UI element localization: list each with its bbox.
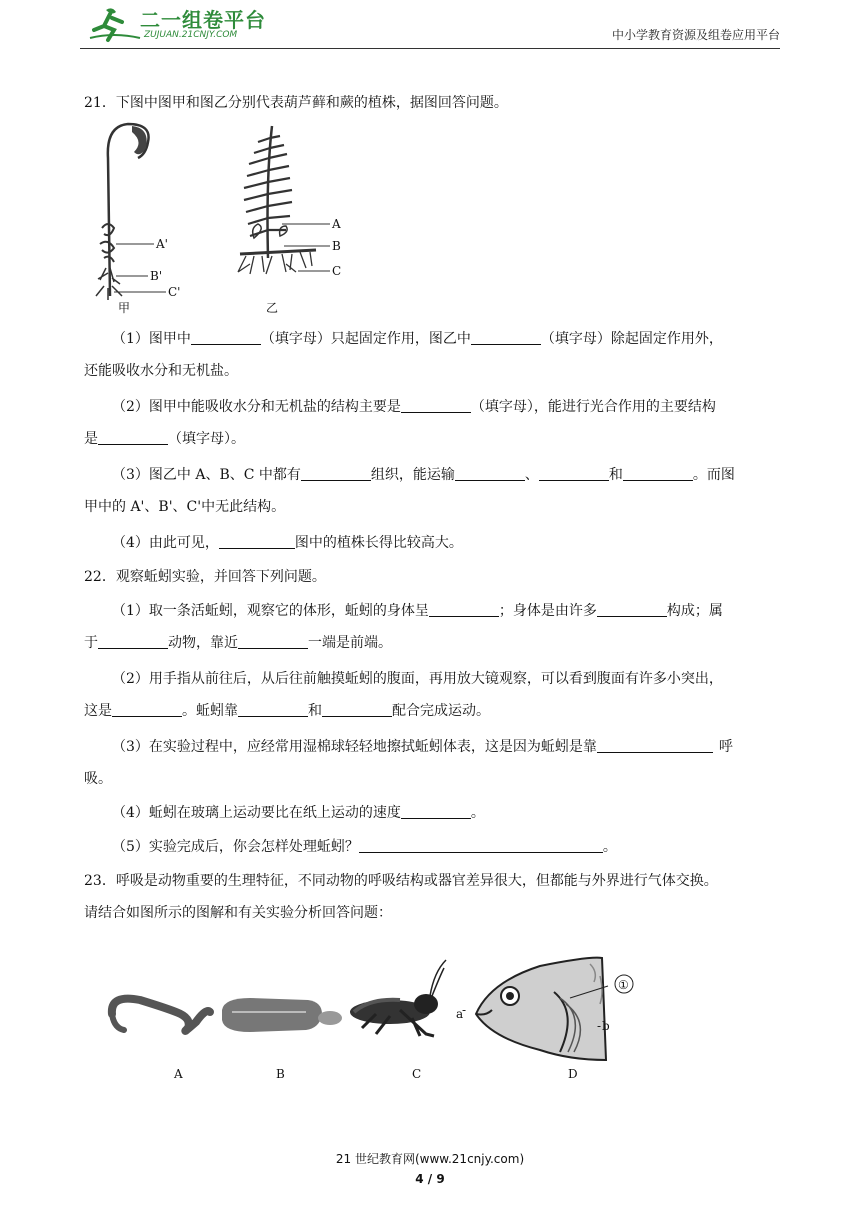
q22-p1-line1: （1）取一条活蚯蚓，观察它的体形，蚯蚓的身体呈 ；身体是由许多 构成；属 [112,603,723,619]
answer-blank[interactable] [429,602,499,617]
q22-p3-line2: 吸。 [84,771,112,787]
q22-stem: 22．观察蚯蚓实验，并回答下列问题。 [84,569,326,585]
answer-blank[interactable] [238,702,308,717]
q21-stem: 21．下图中图甲和图乙分别代表葫芦藓和蕨的植株，据图回答问题。 [84,95,508,111]
fish-label-a-dash: - [462,1003,467,1017]
answer-blank[interactable] [623,466,693,481]
answer-blank[interactable] [238,634,308,649]
q22-p5: （5）实验完成后，你会怎样处理蚯蚓？ 。 [112,839,617,855]
answer-blank[interactable] [112,702,182,717]
moss-caption: 甲 [118,301,131,315]
q22-p3-line1: （3）在实验过程中，应经常用湿棉球轻轻地擦拭蚯蚓体表，这是因为蚯蚓是靠 呼 [112,739,733,755]
q21-p2-line1: （2）图甲中能吸收水分和无机盐的结构主要是 （填字母），能进行光合作用的主要结构 [112,399,716,415]
q22-p1-line2: 于 动物，靠近 一端是前端。 [84,635,392,651]
answer-blank[interactable] [401,398,471,413]
answer-blank[interactable] [597,738,713,753]
fish-label-one: ① [618,978,629,992]
q21-p3-line1: （3）图乙中 A、B、C 中都有 组织，能运输 、 和 。而图 [112,467,735,483]
answer-blank[interactable] [359,838,603,853]
q22-p2-line1: （2）用手指从前往后，从后往前触摸蚯蚓的腹面，再用放大镜观察，可以看到腹面有许多小突出， [112,671,723,687]
footer-site: 21 世纪教育网(www.21cnjy.com) [335,1152,525,1166]
fern-label-c: C [332,264,342,278]
answer-blank[interactable] [471,330,541,345]
page-header [80,0,780,49]
fern-plant-figure [226,118,356,318]
answer-blank[interactable] [219,534,295,549]
header-platform-name: 中小学教育资源及组卷应用平台 [611,28,780,42]
q21-p1-line1: （1）图甲中 （填字母）只起固定作用，图乙中 （填字母）除起固定作用外， [112,331,723,347]
fern-label-a: A [332,217,341,231]
answer-blank[interactable] [98,634,168,649]
moss-label-a: A' [156,237,168,251]
q23-stem-line2: 请结合如图所示的图解和有关实验分析回答问题： [84,905,392,921]
fern-caption: 乙 [266,301,279,315]
moss-label-c: C' [168,285,181,299]
answer-blank[interactable] [539,466,609,481]
fern-label-b: B [332,239,341,253]
q23-stem-line1: 23．呼吸是动物重要的生理特征，不同动物的呼吸结构或器官差异很大，但都能与外界进行气体交换。 [84,873,718,889]
q21-p1-line2: 还能吸收水分和无机盐。 [84,363,238,379]
moss-plant-figure [92,118,192,318]
caption-c: C [412,1067,422,1081]
fish-label-a: a [456,1007,464,1021]
answer-blank[interactable] [191,330,261,345]
fish-label-b-dash: - [597,1019,602,1033]
caption-b: B [276,1067,285,1081]
clam-image [222,998,342,1032]
logo-subtitle: ZUJUAN.21CNJY.COM [144,30,238,40]
answer-blank[interactable] [401,804,471,819]
q21-p4: （4）由此可见， 图中的植株长得比较高大。 [112,535,463,551]
earthworm-image [112,999,210,1031]
q21-p3-line2: 甲中的 A'、B'、C'中无此结构。 [84,499,286,515]
answer-blank[interactable] [455,466,525,481]
page-number: 4 / 9 [415,1172,445,1186]
fish-head-image [476,958,633,1060]
logo-text: 二一组卷平台 [140,8,266,32]
q21-p2-line2: 是 （填字母）。 [84,431,245,447]
q22-p2-line2: 这是 。蚯蚓靠 和 配合完成运动。 [84,703,490,719]
animals-respiration-figure [100,952,660,1092]
moss-label-b: B' [150,269,163,283]
answer-blank[interactable] [98,430,168,445]
q22-p4: （4）蚯蚓在玻璃上运动要比在纸上运动的速度 。 [112,805,485,821]
caption-a: A [174,1067,183,1081]
caption-d: D [568,1067,578,1081]
answer-blank[interactable] [597,602,667,617]
answer-blank[interactable] [322,702,392,717]
answer-blank[interactable] [301,466,371,481]
grasshopper-image [350,960,446,1036]
fish-label-b: b [602,1019,610,1033]
